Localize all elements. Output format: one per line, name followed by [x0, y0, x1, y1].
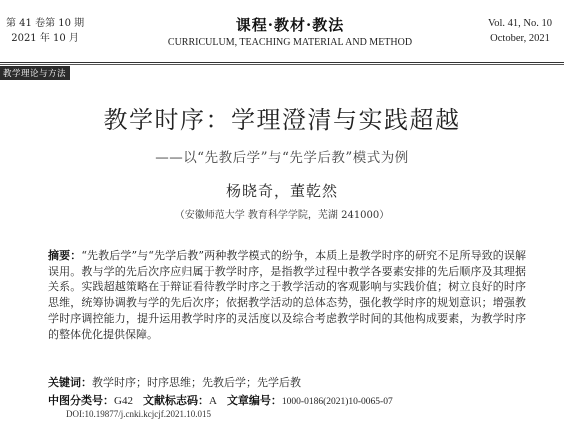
doi: DOI:10.19877/j.cnki.kcjcjf.2021.10.015 [66, 409, 211, 419]
article-number-label: 文章编号： [226, 394, 282, 407]
doc-code-label: 文献标志码： [142, 394, 209, 407]
class-value: G42 [114, 395, 133, 407]
article-authors: 杨晓奇，董乾然 [225, 182, 338, 200]
header-rule-thin [0, 64, 564, 65]
abstract-text: “先教后学”与“先学后教”两种教学模式的纷争，本质上是教学时序的研究不足所导致的误解误用。教与学的先后次序应归属于教学时序，是指教学过程中教学各要素安排的先后顺序及其理据关系。实践超越策略在于辩证看待教学时序之于教学活动的客观影响与实践价值；树立良好的时序思维，统筹协调教与学的先后次序；依据教学活动的总体态势，强化教学时序的规划意识；增强教学时序调控能力，提升运用教学时序的灵活度以及综合考虑教学时间的其他构成要素，为教学时序的整体优化提供保障。 [48, 249, 526, 341]
article-title: 教学时序：学理澄清与实践超越 [103, 106, 461, 134]
keywords-text: 教学时序；时序思维；先教后学；先学后教 [92, 376, 301, 389]
abstract-label: 摘要： [48, 249, 82, 262]
article-subtitle: ——以“先教后学”与“先学后教”模式为例 [155, 150, 409, 166]
article-number-value: 1000-0186(2021)10-0065-07 [281, 397, 393, 407]
header-volume-info [488, 16, 552, 46]
abstract [48, 248, 526, 342]
header-rule [0, 62, 564, 63]
journal-name-en: CURRICULUM, TEACHING MATERIAL AND METHOD [167, 37, 413, 48]
keywords-label: 关键词： [48, 376, 92, 389]
issue-cn: 第 41 卷第 10 期 [6, 18, 85, 29]
date-cn: 2021 年 10 月 [11, 33, 79, 44]
journal-name [150, 14, 430, 48]
journal-name-cn: 课程·教材·教法 [235, 16, 345, 34]
classification-line [48, 392, 393, 408]
author-affiliation: （安徽师范大学 教育科学学院，芜湖 241000） [174, 210, 390, 221]
header-issue-info [6, 16, 84, 46]
keywords [48, 374, 301, 390]
class-label: 中图分类号： [48, 394, 114, 407]
volume-en: Vol. 41, No. 10 [488, 18, 552, 29]
column-tag: 教学理论与方法 [0, 66, 70, 80]
doc-code-value: A [208, 395, 217, 407]
date-en: October, 2021 [490, 33, 550, 44]
